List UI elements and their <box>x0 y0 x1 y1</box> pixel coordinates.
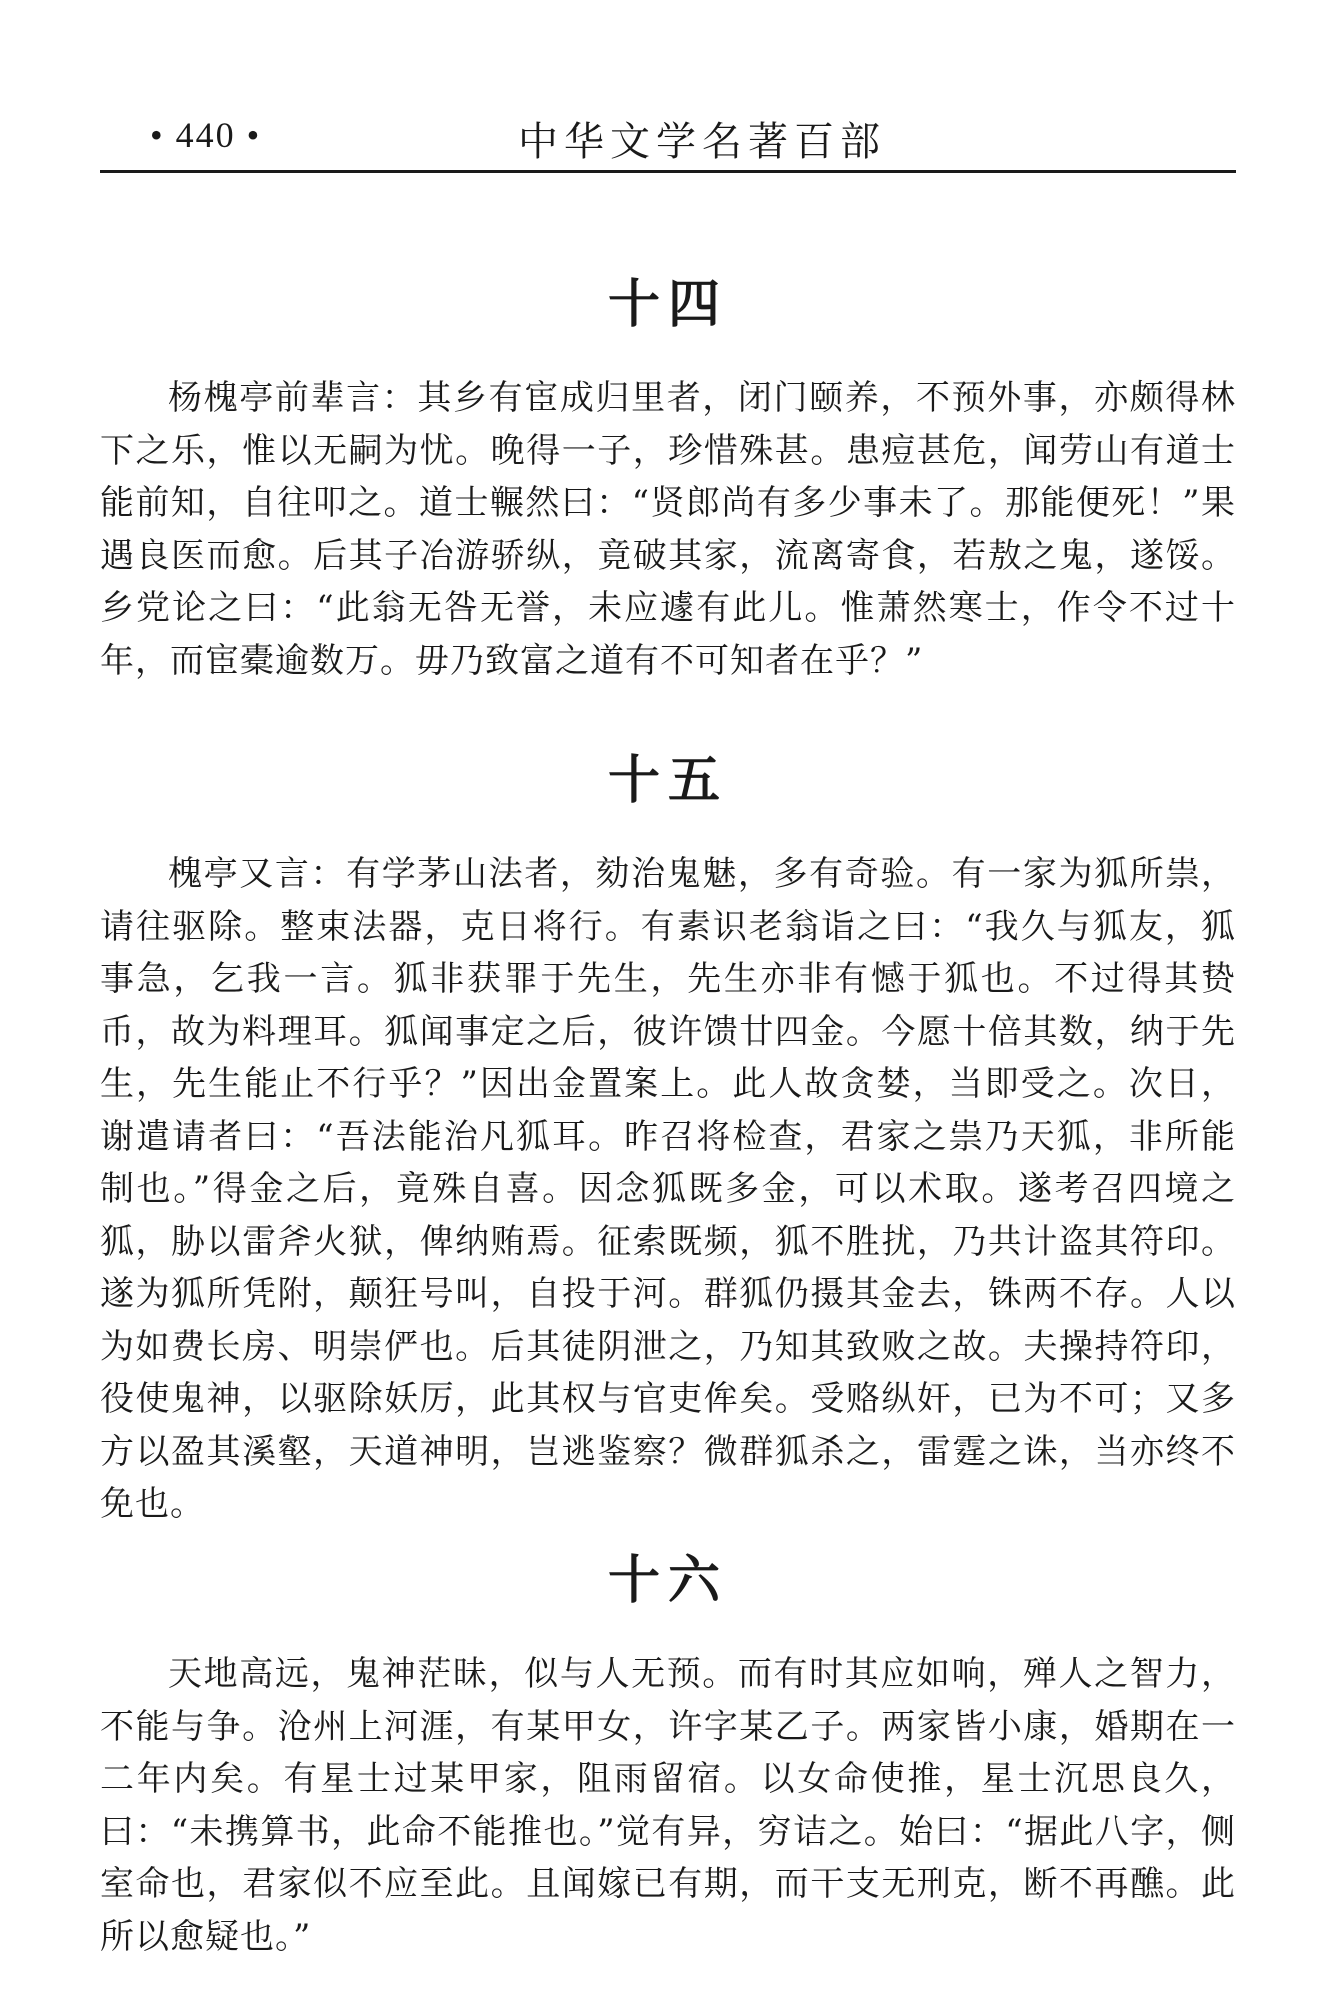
page-header <box>100 108 1236 168</box>
book-title: 中华文学名著百部 <box>518 119 886 165</box>
section-paragraph-14: 杨槐亭前辈言：其乡有宦成归里者，闭门颐养，不预外事，亦颇得林下之乐，惟以无嗣为忧。晚得一子，珍惜殊甚。患痘甚危，闻劳山有道士能前知，自往叩之。道士冁然曰：“贤郎尚有多少事未了。那能便死！”果遇良医而愈。后其子冶游骄纵，竟破其家，流离寄食，若敖之鬼，遂馁。乡党论之曰：“此翁无咎无誉，未应遽有此儿。惟萧然寒士，作令不过十年，而宦橐逾数万。毋乃致富之道有不可知者在乎？” <box>100 378 1236 681</box>
section-title-16: 十六 <box>607 1550 728 1611</box>
page-number: • 440 • <box>150 115 262 155</box>
section-title-14: 十四 <box>607 274 728 335</box>
section-title-15: 十五 <box>607 750 728 811</box>
header-divider <box>100 170 1236 173</box>
section-paragraph-15: 槐亭又言：有学茅山法者，劾治鬼魅，多有奇验。有一家为狐所祟，请往驱除。整束法器，克日将行。有素识老翁诣之曰：“我久与狐友，狐事急，乞我一言。狐非获罪于先生，先生亦非有憾于狐也。不过得其贽币，故为料理耳。狐闻事定之后，彼许馈廿四金。今愿十倍其数，纳于先生，先生能止不行乎？”因出金置案上。此人故贪婪，当即受之。次日，谢遣请者曰：“吾法能治凡狐耳。昨召将检查，君家之祟乃天狐，非所能制也。”得金之后，竟殊自喜。因念狐既多金，可以术取。遂考召四境之狐，胁以雷斧火狱，俾纳贿焉。征索既频，狐不胜扰，乃共计盗其符印。遂为狐所凭附，颠狂号叫，自投于河。群狐仍摄其金去，铢两不存。人以为如费长房、明崇俨也。后其徒阴泄之，乃知其致败之故。夫操持符印，役使鬼神，以驱除妖厉，此其权与官吏侔矣。受赂纵奸，已为不可；又多方以盈其溪壑，天道神明，岂逃鉴察？微群狐杀之，雷霆之诛，当亦终不免也。 <box>100 854 1236 1524</box>
section-paragraph-16: 天地高远，鬼神茫昧，似与人无预。而有时其应如响，殚人之智力，不能与争。沧州上河涯，有某甲女，许字某乙子。两家皆小康，婚期在一二年内矣。有星士过某甲家，阻雨留宿。以女命使推，星士沉思良久，曰：“未携算书，此命不能推也。”觉有异，穷诘之。始曰：“据此八字，侧室命也，君家似不应至此。且闻嫁已有期，而干支无刑克，断不再醮。此所以愈疑也。” <box>100 1654 1236 1957</box>
